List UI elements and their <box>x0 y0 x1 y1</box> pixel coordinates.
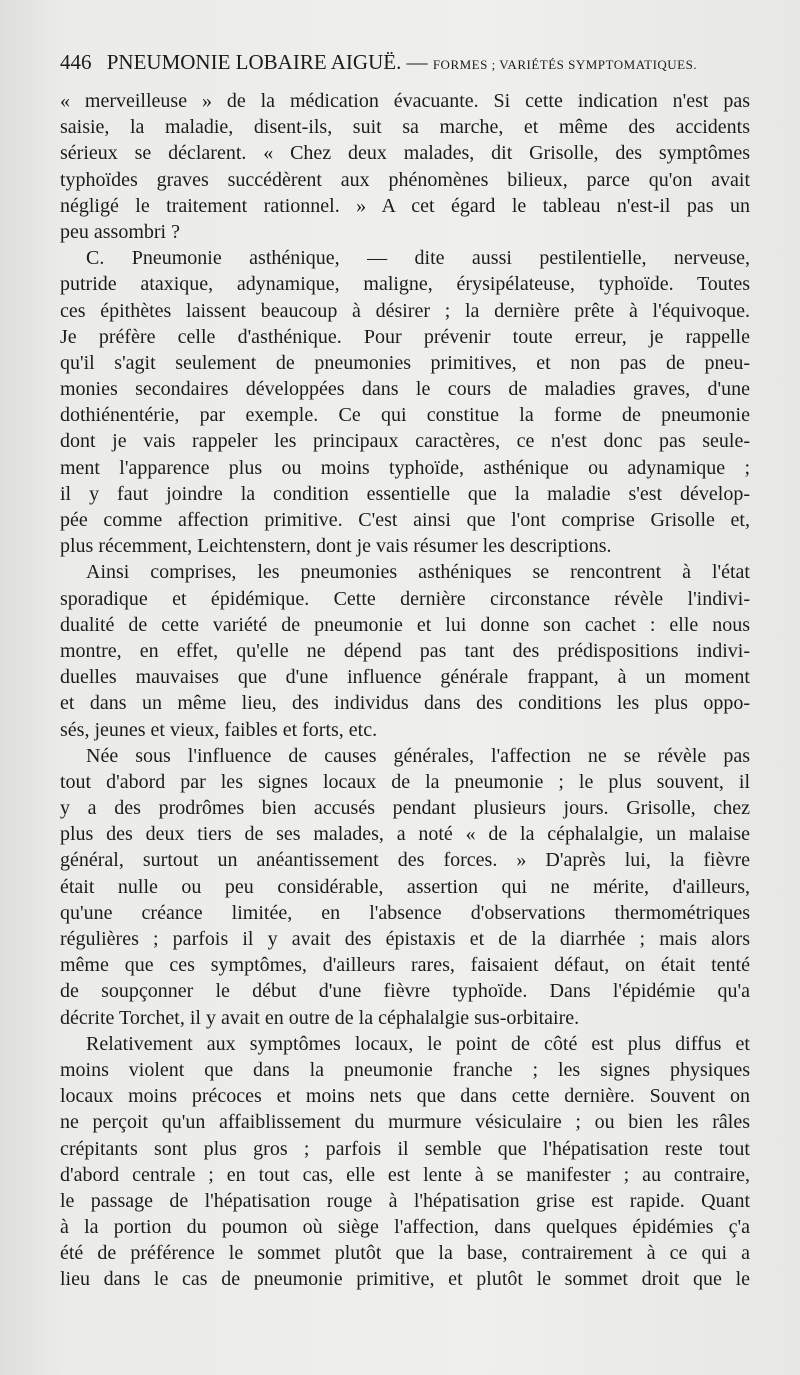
page-number: 446 <box>60 50 92 74</box>
text-line: sporadique et épidémique. Cette dernière circonstance révèle l'indivi- <box>60 587 750 610</box>
text-line: Née sous l'influence de causes générales, l'affection ne se révèle pas <box>86 744 750 767</box>
text-line: C. Pneumonie asthénique, — dite aussi pestilentielle, nerveuse, <box>86 247 750 270</box>
text-line: putride ataxique, adynamique, maligne, érysipélateuse, typhoïde. Toutes <box>60 273 750 296</box>
text-line: de soupçonner le début d'une fièvre typhoïde. Dans l'épidémie qu'a <box>60 980 750 1003</box>
text-line: et dans un même lieu, des individus dans des conditions les plus oppo- <box>60 692 750 715</box>
text-line: dont je vais rappeler les principaux caractères, ce n'est donc pas seule- <box>60 430 750 453</box>
header-dash: — <box>406 50 428 74</box>
text-line: ment l'apparence plus ou moins typhoïde, asthénique ou adynamique ; <box>60 456 750 479</box>
header-title: PNEUMONIE LOBAIRE AIGUË. <box>106 50 402 74</box>
text-line: lieu dans le cas de pneumonie primitive, et plutôt le sommet droit que le <box>60 1268 750 1291</box>
text-line: monies secondaires développées dans le cours de maladies graves, d'une <box>60 378 750 401</box>
text-line: Je préfère celle d'asthénique. Pour prévenir toute erreur, je rappelle <box>60 325 750 348</box>
text-line: il y faut joindre la condition essentielle que la maladie s'est dévelop- <box>60 482 750 505</box>
text-line: sés, jeunes et vieux, faibles et forts, etc. <box>60 718 378 741</box>
header-subtitle: FORMES ; VARIÉTÉS SYMPTOMATIQUES. <box>432 57 698 72</box>
text-line: à la portion du poumon où siège l'affection, dans quelques épidémies ç'a <box>60 1216 750 1239</box>
text-line: été de préférence le sommet plutôt que la base, contrairement à ce qui a <box>60 1242 750 1265</box>
text-line: locaux moins précoces et moins nets que dans cette dernière. Souvent on <box>60 1085 750 1108</box>
text-line: le passage de l'hépatisation rouge à l'hépatisation grise est rapide. Quant <box>60 1189 750 1212</box>
text-line: plus récemment, Leichtenstern, dont je vais résumer les descriptions. <box>60 535 612 558</box>
text-line: négligé le traitement rationnel. » A cet égard le tableau n'est-il pas un <box>60 194 750 217</box>
text-line: moins violent que dans la pneumonie franche ; les signes physiques <box>60 1058 750 1081</box>
text-line: plus des deux tiers de ses malades, a noté « de la céphalalgie, un malaise <box>60 823 750 846</box>
text-line: dothiénentérie, par exemple. Ce qui constitue la forme de pneumonie <box>60 404 750 427</box>
text-line: qu'une créance limitée, en l'absence d'observations thermométriques <box>60 901 750 924</box>
text-line: régulières ; parfois il y avait des épistaxis et de la diarrhée ; mais alors <box>60 928 750 950</box>
text-line: duelles mauvaises que d'une influence générale frappant, à un moment <box>60 666 750 689</box>
text-line: d'abord centrale ; en tout cas, elle est lente à se manifester ; au contraire, <box>60 1163 750 1186</box>
text-line: même que ces symptômes, d'ailleurs rares, faisaient défaut, on était tenté <box>60 954 750 977</box>
text-line: y a des prodrômes bien accusés pendant plusieurs jours. Grisolle, chez <box>60 797 750 820</box>
text-line: crépitants sont plus gros ; parfois il semble que l'hépatisation reste tout <box>60 1137 750 1160</box>
text-line: décrite Torchet, il y avait en outre de la céphalalgie sus-orbitaire. <box>60 1006 580 1029</box>
text-line: Ainsi comprises, les pneumonies asthéniques se rencontrent à l'état <box>86 561 750 584</box>
text-line: pée comme affection primitive. C'est ainsi que l'ont comprise Grisolle et, <box>60 509 750 531</box>
text-line: tout d'abord par les signes locaux de la pneumonie ; le plus souvent, il <box>60 770 750 793</box>
running-header <box>60 48 750 79</box>
text-line: « merveilleuse » de la médication évacuante. Si cette indication n'est pas <box>60 90 750 112</box>
text-line: peu assombri ? <box>60 220 180 243</box>
text-line: typhoïdes graves succédèrent aux phénomènes bilieux, parce qu'on avait <box>60 168 750 191</box>
text-line: Relativement aux symptômes locaux, le point de côté est plus diffus et <box>86 1032 750 1055</box>
text-line: sérieux se déclarent. « Chez deux malades, dit Grisolle, des symptômes <box>60 142 750 165</box>
text-line: ne perçoit qu'un affaiblissement du murmure vésiculaire ; ou bien les râles <box>60 1111 750 1134</box>
text-line: dualité de cette variété de pneumonie et lui donne son cachet : elle nous <box>60 613 750 636</box>
text-line: était nulle ou peu considérable, assertion qui ne mérite, d'ailleurs, <box>60 875 750 898</box>
text-line: montre, en effet, qu'elle ne dépend pas tant des prédispositions indivi- <box>60 639 750 662</box>
text-line: saisie, la maladie, disent-ils, suit sa marche, et même des accidents <box>60 116 750 139</box>
text-line: ces épithètes laissent beaucoup à désirer ; la dernière prête à l'équivoque. <box>60 299 750 322</box>
body-text <box>60 88 750 1293</box>
text-line: général, surtout un anéantissement des forces. » D'après lui, la fièvre <box>60 849 750 872</box>
text-line: qu'il s'agit seulement de pneumonies primitives, et non pas de pneu- <box>60 351 750 374</box>
